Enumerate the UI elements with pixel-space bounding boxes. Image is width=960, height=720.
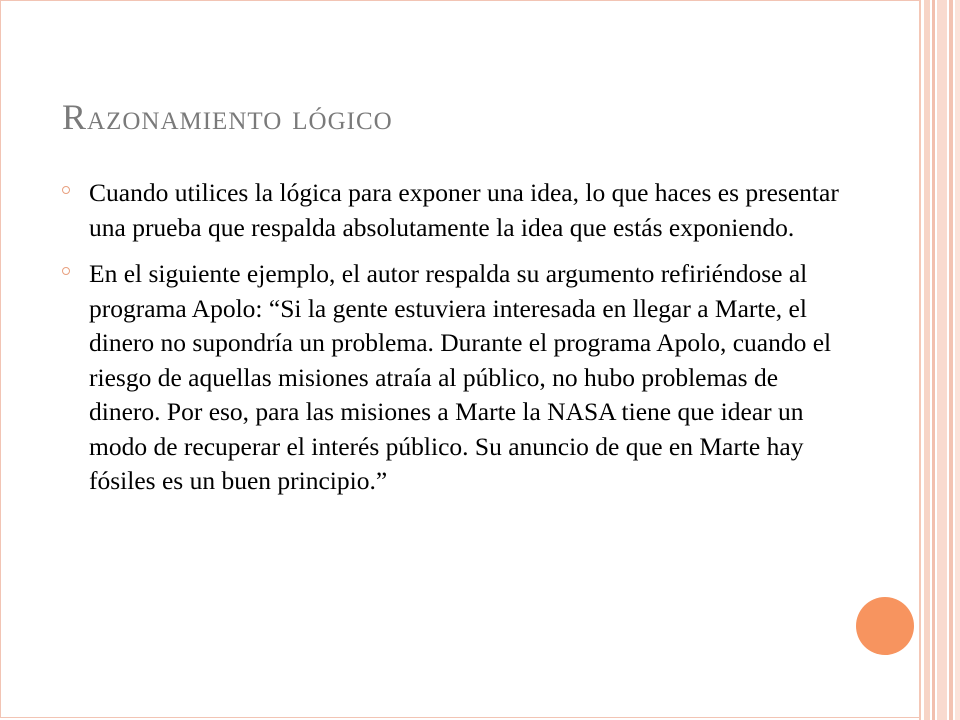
decorative-stripe <box>919 0 921 720</box>
bullet-text: En el siguiente ejemplo, el autor respalda su argumento refiriéndose al programa Apolo: “Si la gente estuviera interesada en llegar a Marte, el dinero no supondría un problema. Durante el programa Apolo, cuando el riesgo de aquellas misiones atraía al público, no hubo problemas de dinero. Por eso, para las misiones a Marte la NASA tiene que idear un modo de recuperar el interés público. Su anuncio de que en Marte hay fósiles es un buen principio.” <box>89 259 832 495</box>
bullet-text: Cuando utilices la lógica para exponer una idea, lo que haces es presentar una prueba que respalda absolutamente la idea que estás exponiendo. <box>89 178 839 242</box>
bullet-circle-icon <box>62 267 70 275</box>
bullet-circle-icon <box>62 186 70 194</box>
slide-title: Razonamiento lógico <box>62 97 393 137</box>
decorative-stripe <box>955 0 960 720</box>
decorative-stripe <box>932 0 935 720</box>
decorative-stripe <box>949 0 953 720</box>
decorative-stripe <box>937 0 947 720</box>
decorative-stripe <box>924 0 930 720</box>
bullet-list <box>60 176 850 511</box>
bullet-item <box>60 257 850 499</box>
bullet-item <box>60 176 850 245</box>
accent-circle <box>856 597 914 655</box>
